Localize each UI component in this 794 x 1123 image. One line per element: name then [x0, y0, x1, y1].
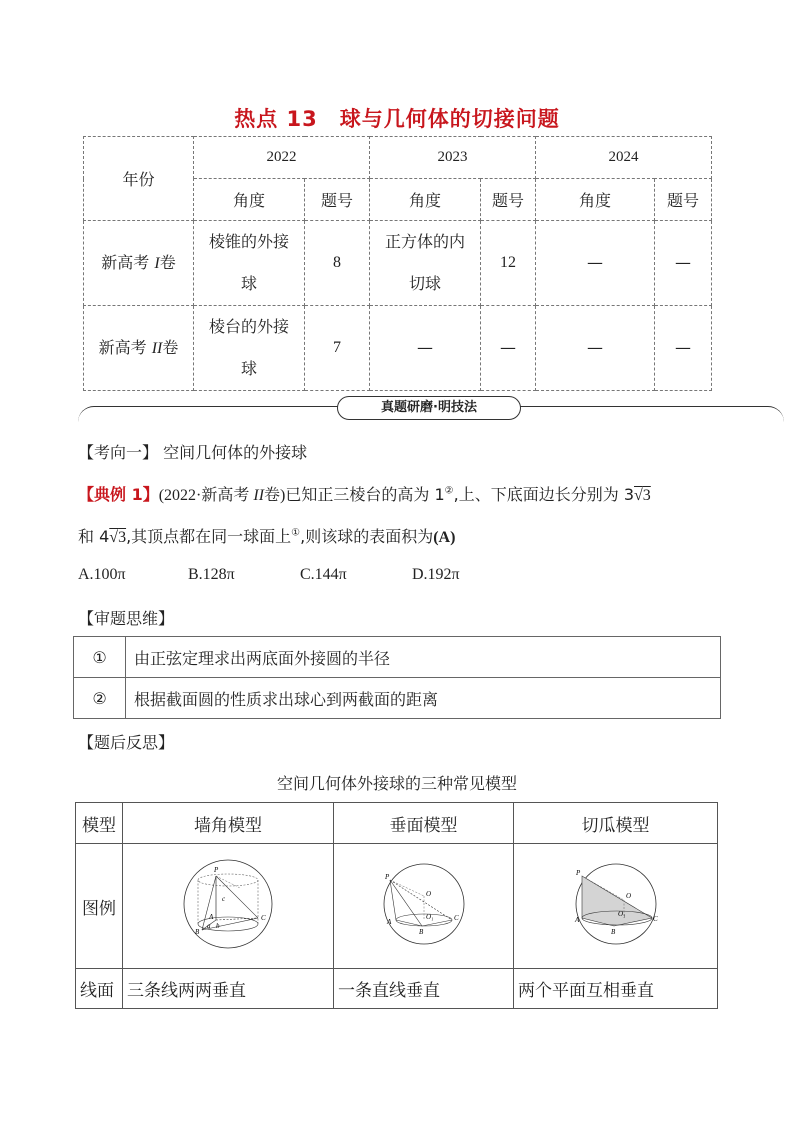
row-label: 新高考 II卷: [84, 306, 194, 391]
sub-header-number: 题号: [481, 179, 536, 221]
figure-letter: A: [209, 912, 214, 921]
model-table: [75, 802, 718, 1009]
sub-header-angle: 角度: [370, 179, 481, 221]
sub-header-number: 题号: [305, 179, 370, 221]
table-cell: 12: [481, 221, 536, 306]
analysis-number: ①: [74, 637, 126, 678]
analysis-text: 由正弦定理求出两底面外接圆的半径: [126, 637, 721, 678]
line-value: 两个平面互相垂直: [514, 969, 718, 1009]
figure-letter: c: [222, 894, 226, 903]
sub-header-angle: 角度: [536, 179, 655, 221]
figure-letter: O: [425, 889, 431, 898]
example-line-2: 和 4√3,其顶点都在同一球面上①,则该球的表面积为(A): [78, 527, 456, 546]
melon-figure-cell: [514, 844, 718, 969]
figure-letter: O₁: [617, 909, 625, 918]
figure-letter: O₁: [425, 912, 433, 921]
analysis-heading: 【审题思维】: [78, 609, 175, 628]
year-header: 2023: [370, 137, 536, 179]
example-line-1: 【典例 1】(2022·新高考 II卷)已知正三棱台的高为 1②,上、下底面边长分别为 3√3: [78, 485, 651, 504]
title-prefix: 热点 13: [234, 107, 318, 131]
vertical-plane-figure: [382, 862, 466, 946]
figure-label: 图例: [76, 844, 123, 969]
table-cell: 8: [305, 221, 370, 306]
year-label: 年份: [84, 137, 194, 221]
figure-letter: B: [610, 927, 615, 936]
table-cell: —: [536, 221, 655, 306]
line-label: 线面: [76, 969, 123, 1009]
figure-letter: B: [418, 927, 423, 936]
table-cell: —: [655, 221, 712, 306]
figure-letter: A: [574, 915, 579, 924]
table-row: [74, 637, 721, 678]
table-cell: —: [655, 306, 712, 391]
table-cell: 棱锥的外接 球: [194, 221, 305, 306]
reflection-heading: 【题后反思】: [78, 733, 175, 752]
figure-letter: C: [652, 914, 658, 923]
figure-letter: P: [214, 865, 219, 874]
table-row: [74, 678, 721, 719]
model-header: 切瓜模型: [514, 803, 718, 844]
option-c: C.144π: [300, 566, 347, 583]
figure-letter: b: [216, 921, 220, 930]
example-answer: (A): [433, 529, 456, 546]
row-label: 新高考 I卷: [84, 221, 194, 306]
direction-text: 空间几何体的外接球: [163, 443, 308, 462]
melon-cut-figure: [574, 862, 658, 946]
option-d: D.192π: [412, 566, 460, 583]
line-value: 一条直线垂直: [334, 969, 514, 1009]
vertical-figure-cell: [334, 844, 514, 969]
table-cell: —: [536, 306, 655, 391]
model-header: 模型: [76, 803, 123, 844]
figure-letter: a: [207, 921, 211, 930]
option-b: B.128π: [188, 566, 235, 583]
figure-letter: A: [386, 917, 391, 926]
figure-letter: O: [625, 891, 631, 900]
direction-heading: 【考向一】 空间几何体的外接球: [78, 443, 308, 462]
table-cell: —: [370, 306, 481, 391]
line-value: 三条线两两垂直: [123, 969, 334, 1009]
table-cell: 正方体的内 切球: [370, 221, 481, 306]
table-row: [76, 844, 718, 969]
year-header: 2022: [194, 137, 370, 179]
table-row: [76, 969, 718, 1009]
section-banner: [78, 396, 784, 426]
wall-corner-figure: [182, 858, 274, 950]
direction-label: 考向一: [94, 443, 143, 462]
figure-letter: P: [575, 868, 580, 877]
banner-label: 真题研磨·明技法: [337, 396, 521, 420]
model-header: 墙角模型: [123, 803, 334, 844]
sub-header-number: 题号: [655, 179, 712, 221]
example-label: 【典例 1】: [78, 485, 159, 504]
table-row: [84, 306, 712, 391]
figure-letter: C: [453, 913, 459, 922]
table-cell: 7: [305, 306, 370, 391]
option-a: A.100π: [78, 566, 126, 583]
exam-table: [83, 136, 712, 391]
table-row: [76, 803, 718, 844]
analysis-text: 根据截面圆的性质求出球心到两截面的距离: [126, 678, 721, 719]
page-title: [0, 103, 794, 133]
figure-letter: C: [261, 913, 266, 922]
table-cell: —: [481, 306, 536, 391]
title-text: 球与几何体的切接问题: [339, 107, 560, 131]
figure-letter: P: [384, 872, 389, 881]
analysis-number: ②: [74, 678, 126, 719]
model-header: 垂面模型: [334, 803, 514, 844]
table-row: [84, 221, 712, 306]
sub-header-angle: 角度: [194, 179, 305, 221]
model-caption: 空间几何体外接球的三种常见模型: [276, 774, 517, 793]
table-cell: 棱台的外接 球: [194, 306, 305, 391]
analysis-table: [73, 636, 721, 719]
wall-figure-cell: [123, 844, 334, 969]
figure-letter: B: [195, 927, 200, 936]
year-header: 2024: [536, 137, 712, 179]
